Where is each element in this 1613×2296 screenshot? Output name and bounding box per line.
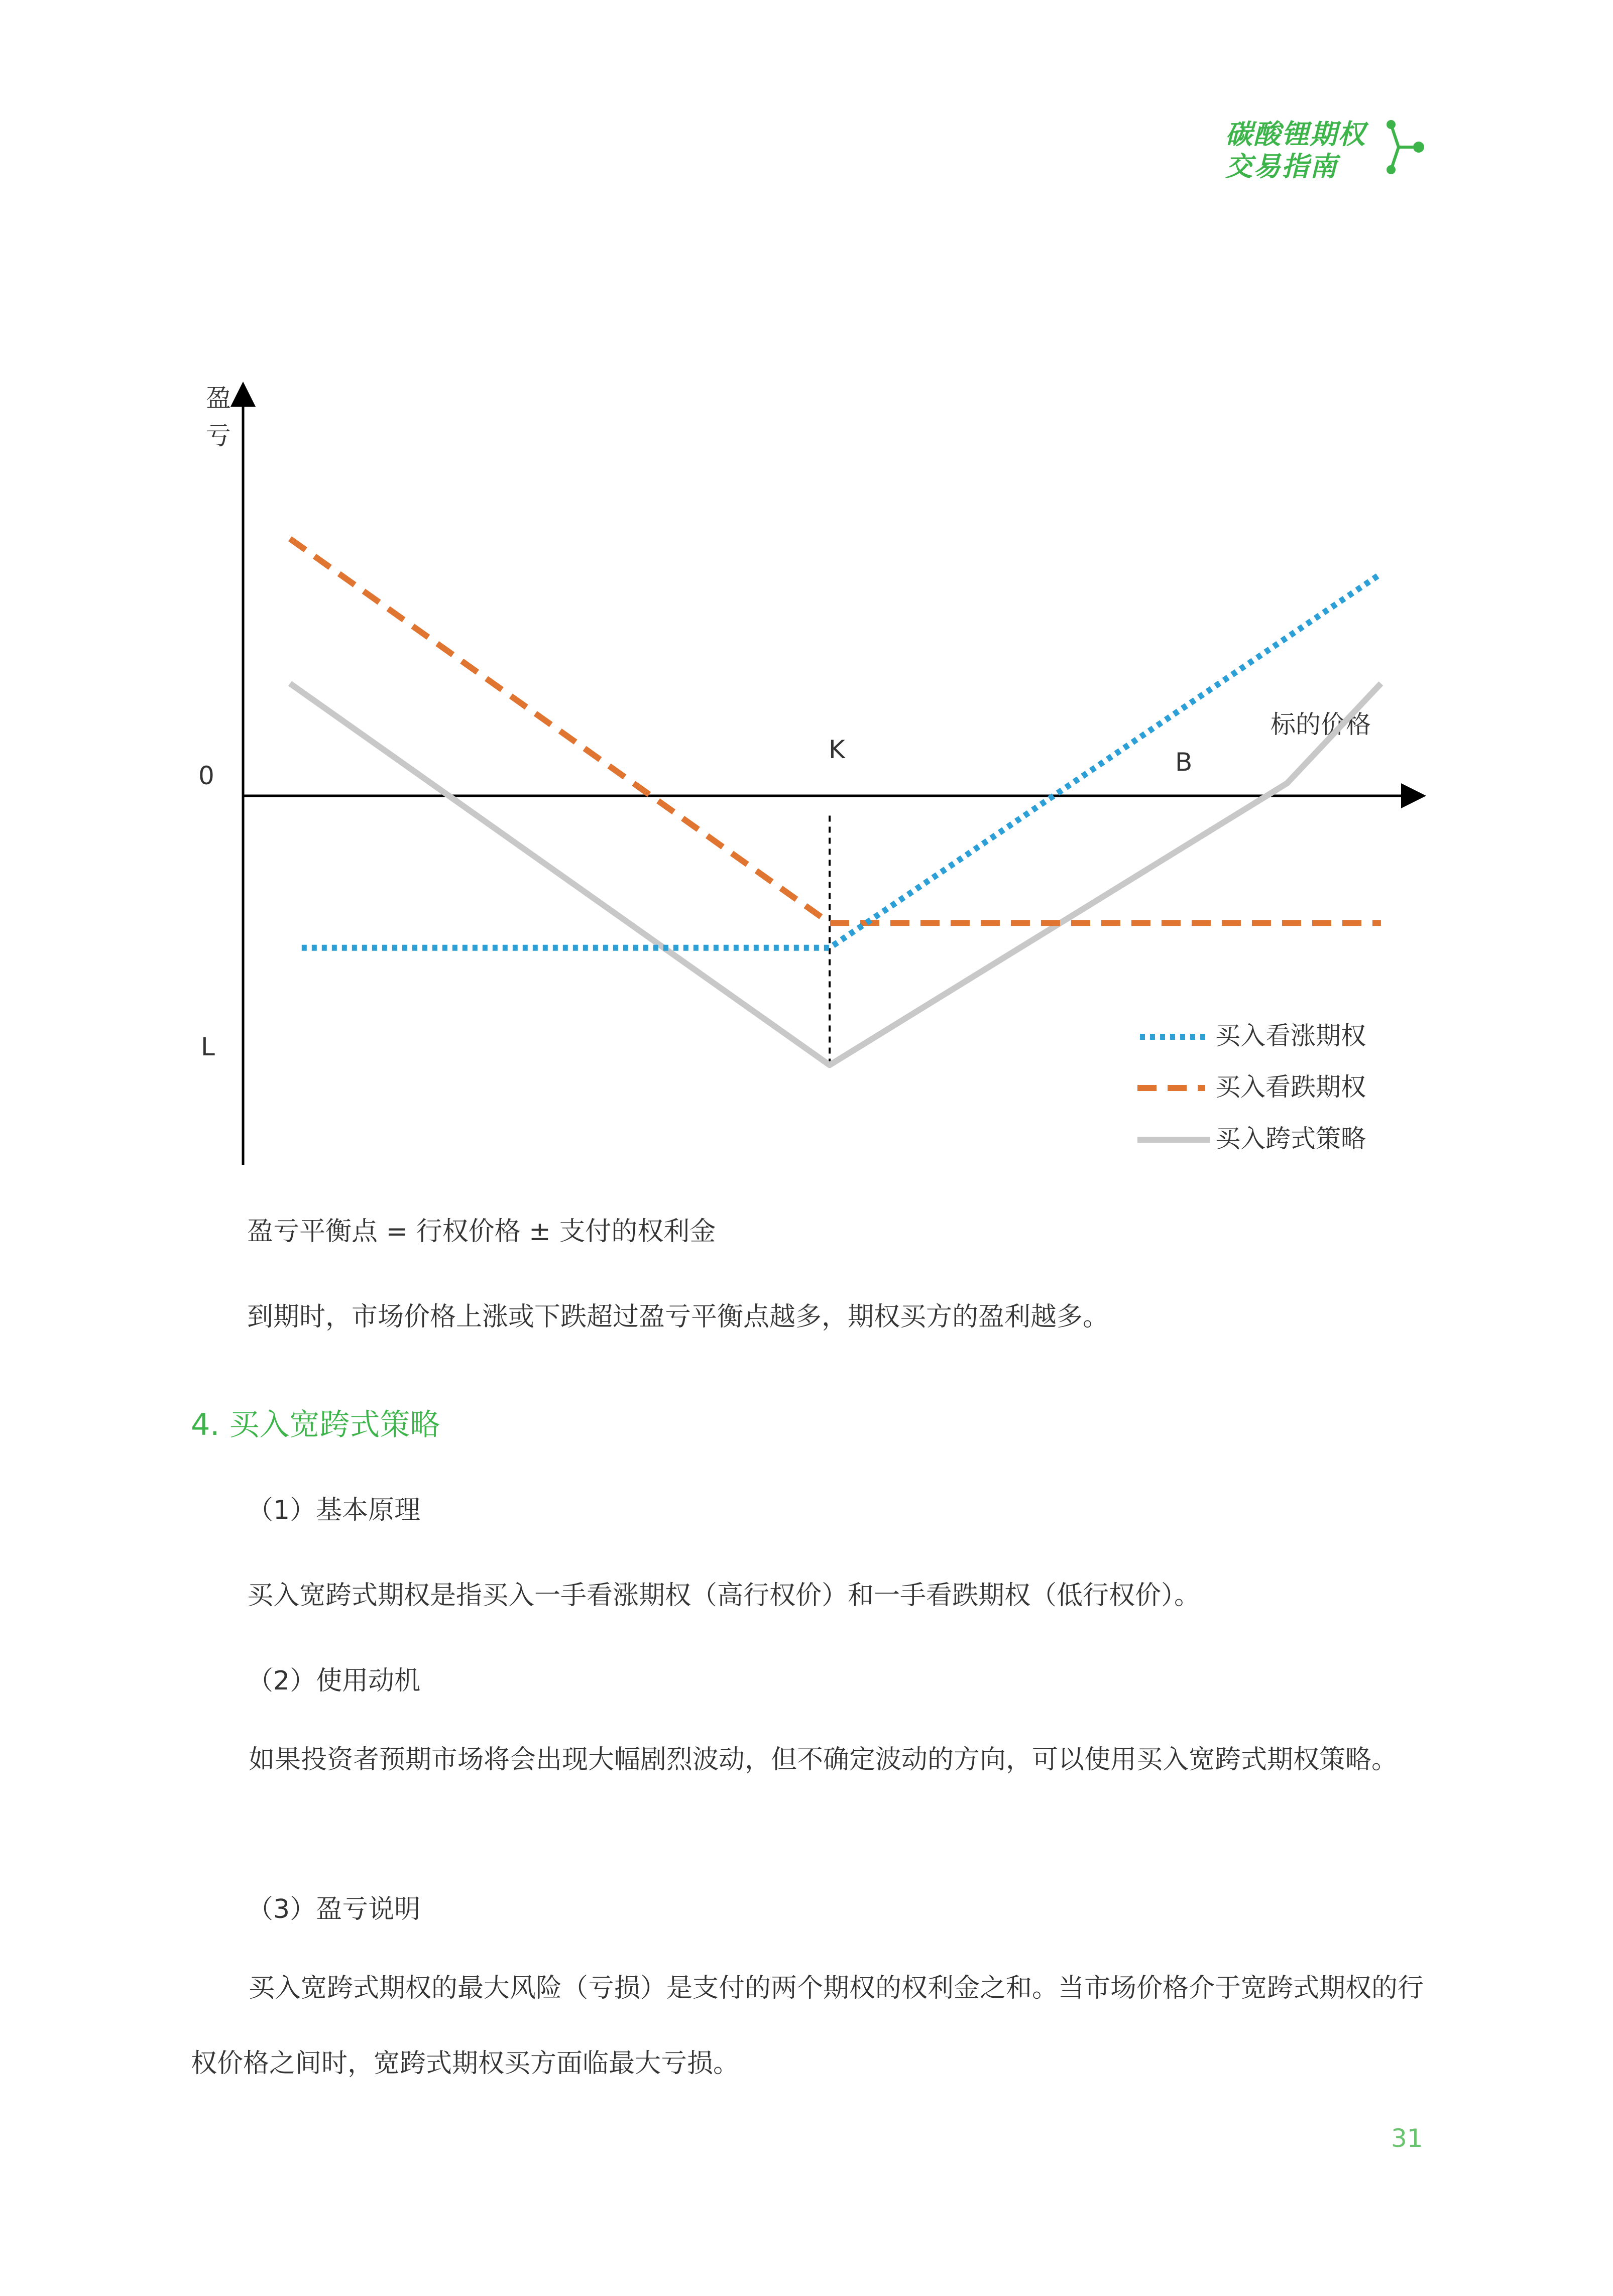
breakeven-formula: 盈亏平衡点 = 行权价格 ± 支付的权利金	[247, 1217, 716, 1247]
page-number: 31	[1391, 2124, 1423, 2153]
paragraph-motivation	[191, 1722, 1431, 1797]
breakeven-label: B	[1175, 748, 1193, 777]
y-tick-loss: L	[201, 1032, 215, 1061]
legend	[1137, 1021, 1366, 1153]
paragraph-pnl	[191, 1951, 1431, 2101]
paragraph-pnl-text: 买入宽跨式期权的最大风险（亏损）是支付的两个期权的权利金之和。当市场价格介于宽跨式期权的行权价格之间时，宽跨式期权买方面临最大亏损。	[191, 1973, 1424, 2079]
x-axis-label: 标的价格	[1271, 710, 1371, 739]
y-axis-label-char1: 盈	[206, 384, 231, 413]
section-heading: 4. 买入宽跨式策略	[191, 1407, 440, 1442]
header-title-line2: 交易指南	[1225, 151, 1338, 182]
legend-label-call: 买入看涨期权	[1215, 1021, 1366, 1050]
strike-label: K	[829, 735, 845, 764]
header-title-line1: 碳酸锂期权	[1225, 118, 1366, 150]
subheading-principle: （1）基本原理	[247, 1495, 421, 1525]
y-tick-zero: 0	[198, 761, 214, 790]
series-group	[290, 539, 1380, 1065]
series-line-put	[290, 539, 1380, 923]
subheading-motivation: （2）使用动机	[247, 1666, 421, 1696]
subheading-pnl: （3）盈亏说明	[247, 1894, 421, 1924]
y-axis-label-char2: 亏	[206, 421, 231, 450]
paragraph-motivation-text: 如果投资者预期市场将会出现大幅剧烈波动，但不确定波动的方向，可以使用买入宽跨式期权策略。	[249, 1745, 1398, 1775]
paragraph-principle: 买入宽跨式期权是指买入一手看涨期权（高行权价）和一手看跌期权（低行权价）。	[247, 1581, 1201, 1611]
y-axis-label	[206, 384, 231, 450]
paragraph-expiry: 到期时，市场价格上涨或下跌超过盈亏平衡点越多，期权买方的盈利越多。	[247, 1302, 1109, 1332]
legend-label-put: 买入看跌期权	[1215, 1072, 1366, 1102]
legend-label-straddle: 买入跨式策略	[1215, 1124, 1366, 1153]
